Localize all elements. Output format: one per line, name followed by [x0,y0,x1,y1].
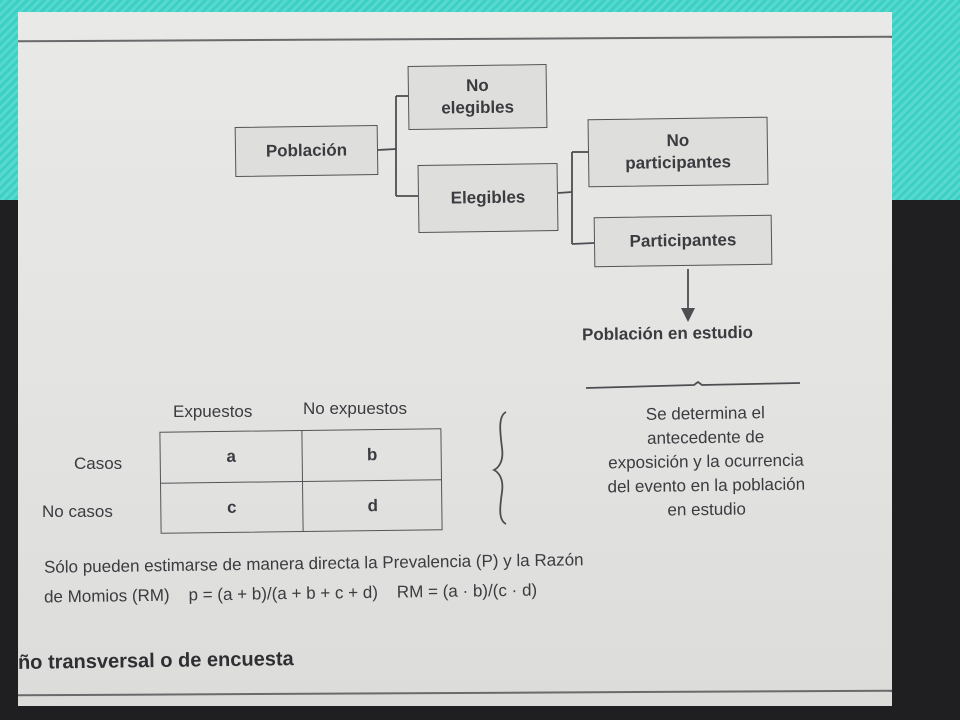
node-participantes: Participantes [594,215,773,267]
section-title: ño transversal o de encuesta [18,648,294,674]
table-cell-d: d [302,479,443,531]
table-cell-b: b [301,429,442,481]
node-no-elegibles: No elegibles [408,64,548,130]
row-header-casos: Casos [74,454,123,473]
row-header-no-casos: No casos [42,502,113,521]
table-cell-c: c [161,481,303,533]
contingency-table [159,428,442,533]
node-no-participantes: No participantes [588,117,769,188]
node-elegibles: Elegibles [418,163,559,233]
col-header-expuestos: Expuestos [173,402,253,421]
formula-line-1: Sólo pueden estimarse de manera directa la Prevalencia (P) y la Razón [43,550,584,577]
result-label: Población en estudio [581,322,754,345]
col-header-no-expuestos: No expuestos [303,399,407,418]
table-cell-a: a [226,446,237,466]
node-poblacion: Población [235,125,379,177]
paper-page [18,12,892,706]
formula-line-2: de Momios (RM) p = (a + b)/(a + b + c + d) RM = (a · b)/(c · d) [43,580,538,607]
description-text: Se determina el antecedente de exposición y la ocurrencia del evento en la población en estudio [607,403,806,520]
